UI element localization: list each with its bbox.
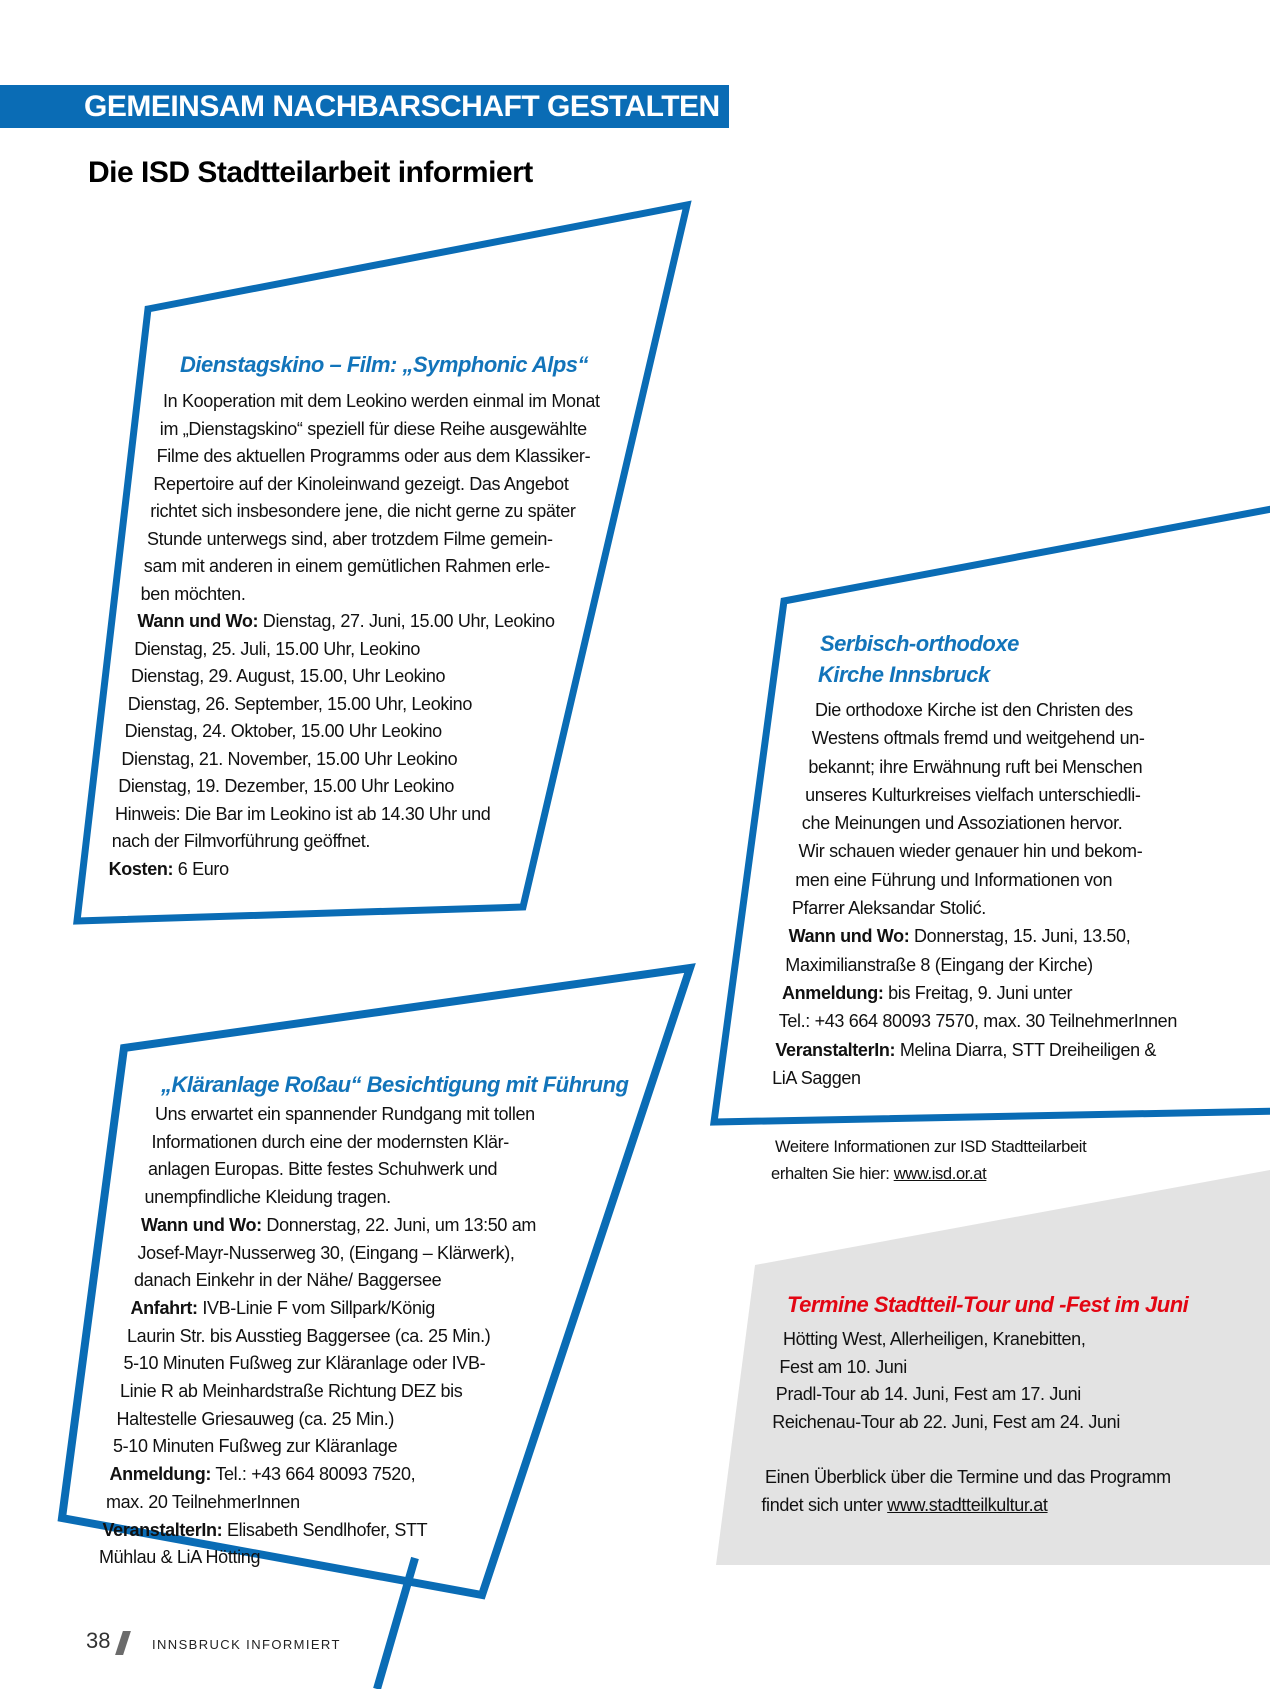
text-line <box>134 1267 655 1295</box>
text-line <box>163 388 640 416</box>
text-line <box>765 1464 1260 1492</box>
field-label: Kosten: <box>108 858 174 879</box>
text-segment: Dienstag, 29. August, 15.00, Uhr Leokino <box>131 666 446 686</box>
link-isd[interactable]: www.isd.or.at <box>893 1165 987 1183</box>
text-segment: 5-10 Minuten Fußweg zur Kläranlage <box>113 1436 398 1457</box>
text-segment: IVB-Linie F vom Sillpark/König <box>197 1297 435 1318</box>
text-line <box>138 1240 656 1268</box>
text-line <box>769 1436 1260 1464</box>
section-banner <box>0 85 729 128</box>
text-line <box>137 608 640 636</box>
text-segment: anlagen Europas. Bitte festes Schuhwerk und <box>148 1159 498 1180</box>
page-number: 38 <box>86 1628 111 1653</box>
box-kirche-body <box>730 696 1270 1092</box>
text-line <box>120 1378 655 1406</box>
text-line <box>772 1409 1260 1437</box>
section-banner-label: GEMEINSAM NACHBARSCHAFT GESTALTEN <box>84 89 720 123</box>
text-segment: Mühlau & LiA Hötting <box>99 1547 261 1568</box>
text-segment: Repertoire auf der Kinoleinwand gezeigt. Das Angebot <box>153 473 569 494</box>
text-line <box>771 1161 1160 1188</box>
text-line <box>148 1156 655 1184</box>
text-line <box>106 1489 655 1517</box>
text-segment: Dienstag, 24. Oktober, 15.00 Uhr Leokino <box>124 721 442 741</box>
text-line <box>117 1406 656 1434</box>
text-line <box>115 801 640 829</box>
text-line <box>128 691 640 719</box>
text-line <box>153 471 640 499</box>
text-segment: Dienstag, 27. Juni, 15.00 Uhr, Leokino <box>258 611 555 631</box>
text-segment: Die orthodoxe Kirche ist den Christen des <box>815 700 1133 720</box>
text-line <box>99 1544 655 1572</box>
text-line <box>144 553 640 581</box>
text-segment: Informationen durch eine der modernsten Klär- <box>151 1131 509 1152</box>
text-segment: Elisabeth Sendlhofer, STT <box>222 1519 428 1540</box>
text-segment: unseres Kulturkreises vielfach unterschiedli- <box>805 784 1141 805</box>
text-segment: Laurin Str. bis Ausstieg Baggersee (ca. 25 Min.) <box>127 1325 491 1346</box>
text-segment: Maximilianstraße 8 (Eingang der Kirche) <box>785 954 1093 975</box>
text-line <box>125 718 640 746</box>
text-segment: richtet sich insbesondere jene, die nicht gerne zu später <box>150 501 576 521</box>
text-segment: Dienstag, 25. Juli, 15.00 Uhr, Leokino <box>134 638 421 659</box>
text-segment: im „Dienstagskino“ speziell für diese Reihe ausgewählte <box>159 418 587 439</box>
field-label: VeranstalterIn: <box>102 1519 223 1540</box>
text-line <box>782 979 1270 1007</box>
text-line <box>110 1461 656 1489</box>
text-segment: Stunde unterwegs sind, aber trotzdem Filme gemein- <box>147 528 553 549</box>
text-line <box>155 1101 655 1129</box>
text-line <box>785 951 1270 979</box>
text-segment: LiA Saggen <box>772 1067 861 1088</box>
text-line <box>113 1433 655 1461</box>
text-line <box>776 1381 1260 1409</box>
info-note <box>730 1134 1160 1188</box>
text-segment: men eine Führung und Informationen von <box>795 869 1113 890</box>
text-line <box>124 1350 656 1378</box>
box-klaeranlage-title: „Kläranlage Roßau“ Besichtigung mit Führung <box>161 1072 629 1097</box>
text-segment: che Meinungen und Assoziationen hervor. <box>801 813 1123 834</box>
box-klaeranlage-body <box>95 1101 655 1572</box>
text-line <box>152 1129 656 1157</box>
text-segment: Reichenau-Tour ab 22. Juni, Fest am 24. Juni <box>772 1411 1120 1432</box>
box-dienstagskino-body <box>95 388 640 883</box>
text-segment: max. 20 TeilnehmerInnen <box>106 1491 300 1512</box>
box-kirche-title-line2: Kirche Innsbruck <box>818 662 990 687</box>
link-stadtteilkultur[interactable]: www.stadtteilkultur.at <box>887 1494 1048 1515</box>
text-line <box>131 1295 656 1323</box>
text-segment: Dienstag, 21. November, 15.00 Uhr Leokino <box>121 748 458 769</box>
text-line <box>103 1517 656 1545</box>
box-kirche-title-line1: Serbisch-orthodoxe <box>820 631 1019 656</box>
text-segment: sam mit anderen in einem gemütlichen Rahmen erle- <box>143 556 550 576</box>
text-line <box>805 781 1270 809</box>
text-line <box>160 416 640 444</box>
text-segment: Westens oftmals fremd und weitgehend un- <box>811 728 1145 749</box>
text-segment: Weitere Informationen zur ISD Stadtteilarbeit <box>775 1138 1087 1156</box>
text-line <box>121 746 640 774</box>
text-segment: Fest am 10. Juni <box>779 1356 907 1377</box>
text-segment: Pradl-Tour ab 14. Juni, Fest am 17. Juni <box>775 1384 1081 1405</box>
field-label: Anmeldung: <box>782 982 884 1003</box>
text-line <box>779 1354 1260 1382</box>
text-segment: Pfarrer Aleksandar Stolić. <box>791 898 986 919</box>
text-line <box>109 856 640 884</box>
termine-body <box>730 1326 1260 1519</box>
text-line <box>792 894 1270 922</box>
text-segment: 5-10 Minuten Fußweg zur Kläranlage oder IVB- <box>123 1353 486 1374</box>
text-line <box>145 1184 656 1212</box>
text-segment: Josef-Mayr-Nusserweg 30, (Eingang – Klärwerk), <box>137 1242 515 1263</box>
box-dienstagskino-title: Dienstagskino – Film: „Symphonic Alps“ <box>180 352 589 377</box>
text-segment: unempfindliche Kleidung tragen. <box>144 1187 391 1208</box>
text-segment: Donnerstag, 22. Juni, um 13:50 am <box>261 1214 537 1235</box>
text-segment: Dienstag, 26. September, 15.00 Uhr, Leokino <box>127 693 472 714</box>
text-segment: Einen Überblick über die Termine und das Programm <box>765 1466 1171 1487</box>
text-segment: findet sich unter <box>761 1494 888 1515</box>
text-segment: Linie R ab Meinhardstraße Richtung DEZ bis <box>120 1381 463 1402</box>
text-line <box>141 1212 655 1240</box>
box-klaeranlage <box>95 1072 655 1572</box>
text-line <box>127 1323 655 1351</box>
field-label: VeranstalterIn: <box>775 1039 896 1060</box>
text-segment: Filme des aktuellen Programms oder aus dem Klassiker- <box>156 446 591 466</box>
text-line <box>761 1492 1260 1520</box>
text-segment: Dienstag, 19. Dezember, 15.00 Uhr Leokino <box>118 776 455 796</box>
text-line <box>775 1134 1160 1161</box>
magazine-name: INNSBRUCK INFORMIERT <box>152 1637 341 1652</box>
text-line <box>157 443 640 471</box>
text-line <box>808 753 1270 781</box>
text-segment: danach Einkehr in der Nähe/ Baggersee <box>134 1270 442 1291</box>
field-label: Anmeldung: <box>109 1464 211 1485</box>
text-segment: Melina Diarra, STT Dreiheiligen & <box>895 1039 1157 1060</box>
text-segment: Hötting West, Allerheiligen, Kranebitten, <box>783 1329 1086 1349</box>
text-line <box>141 581 640 609</box>
text-segment: Tel.: +43 664 80093 7570, max. 30 TeilnehmerInnen <box>778 1011 1178 1032</box>
text-segment: erhalten Sie hier: <box>771 1165 894 1183</box>
text-line <box>772 1064 1270 1092</box>
field-label: Wann und Wo: <box>137 611 259 631</box>
page-title: Die ISD Stadtteilarbeit informiert <box>88 156 533 189</box>
text-line <box>812 724 1270 752</box>
text-line <box>112 828 640 856</box>
text-segment: 6 Euro <box>173 858 229 879</box>
text-segment: bekannt; ihre Erwähnung ruft bei Menschen <box>808 756 1143 777</box>
field-label: Anfahrt: <box>130 1297 198 1318</box>
text-segment: Hinweis: Die Bar im Leokino ist ab 14.30 Uhr und <box>115 803 491 824</box>
text-line <box>150 498 640 526</box>
text-line <box>775 1036 1270 1064</box>
box-dienstagskino <box>95 352 640 883</box>
text-line <box>134 636 640 664</box>
text-segment: ben möchten. <box>140 583 246 604</box>
text-segment: Donnerstag, 15. Juni, 13.50, <box>909 926 1131 947</box>
text-line <box>147 526 640 554</box>
termine-title: Termine Stadtteil-Tour und -Fest im Juni <box>787 1292 1189 1317</box>
text-segment: In Kooperation mit dem Leokino werden einmal im Monat <box>163 391 600 411</box>
text-line <box>783 1326 1260 1354</box>
termine-panel <box>730 1292 1260 1519</box>
text-line <box>802 809 1270 837</box>
text-segment: Uns erwartet ein spannender Rundgang mit tollen <box>155 1104 535 1124</box>
text-segment: Tel.: +43 664 80093 7520, <box>211 1464 416 1485</box>
text-segment: Wir schauen wieder genauer hin und bekom- <box>798 841 1143 862</box>
text-line <box>131 663 640 691</box>
text-segment: bis Freitag, 9. Juni unter <box>883 982 1073 1003</box>
text-line <box>815 696 1270 724</box>
text-line <box>795 866 1270 894</box>
field-label: Wann und Wo: <box>141 1214 262 1235</box>
text-line <box>789 922 1270 950</box>
text-segment: Haltestelle Griesauweg (ca. 25 Min.) <box>116 1408 395 1429</box>
text-line <box>779 1007 1270 1035</box>
text-segment: nach der Filmvorführung geöffnet. <box>111 831 371 851</box>
text-line <box>799 837 1270 865</box>
field-label: Wann und Wo: <box>788 926 910 947</box>
text-line <box>118 773 640 801</box>
box-kirche <box>730 628 1270 1092</box>
